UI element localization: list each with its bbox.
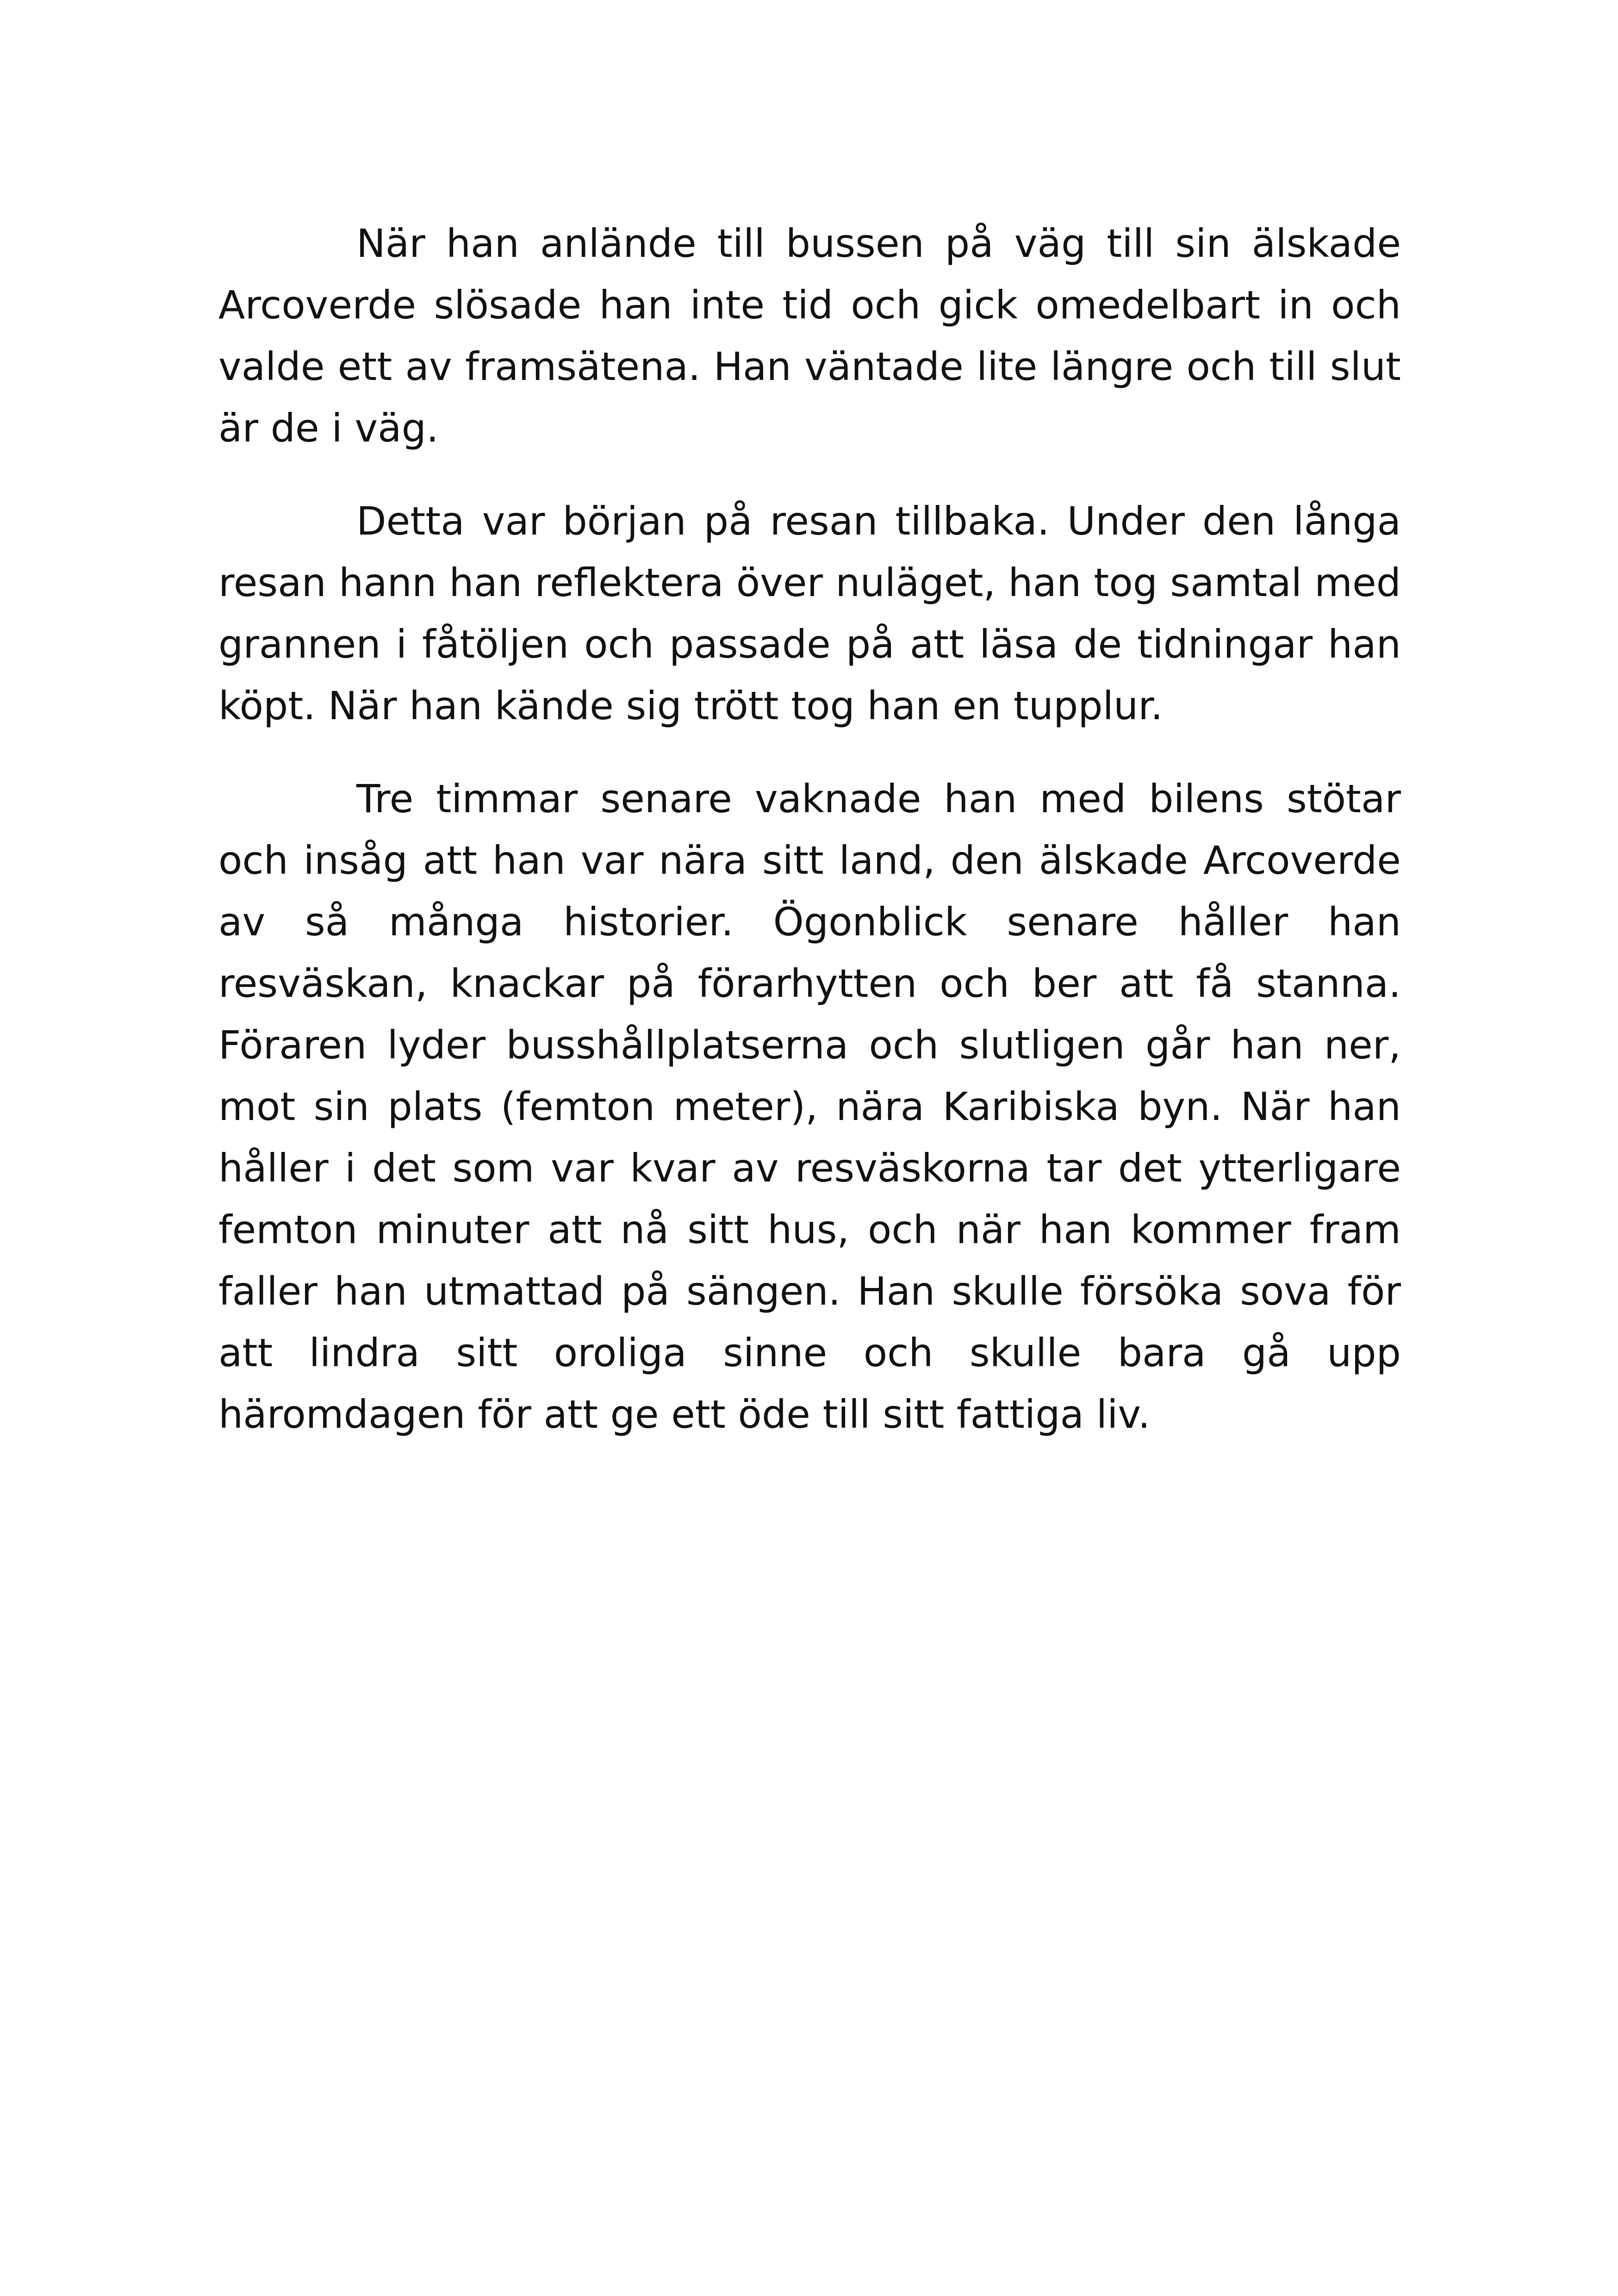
paragraph-2: Detta var början på resan tillbaka. Under den långa resan hann han reflektera över nuläget, han tog samtal med grannen i fåtöljen och passade på att läsa de tidningar han köpt. När han kände sig trött tog han en tupplur. xyxy=(218,498,1401,728)
paragraph-3: Tre timmar senare vaknade han med bilens stötar och insåg att han var nära sitt land, den älskade Arcoverde av så många historier. Ögonblick senare håller han resväskan, knackar på förarhytten och ber att få stanna. Föraren lyder busshållplatserna och slutligen går han ner, mot sin plats (femton meter), nära Karibiska byn. När han håller i det som var kvar av resväskorna tar det ytterligare femton minuter att nå sitt hus, och när han kommer fram faller han utmattad på sängen. Han skulle försöka sova för att lindra sitt oroliga sinne och skulle bara gå upp häromdagen för att ge ett öde till sitt fattiga liv. xyxy=(218,776,1401,1437)
paragraph-1: När han anlände till bussen på väg till sin älskade Arcoverde slösade han inte tid och gick omedelbart in och valde ett av framsätena. Han väntade lite längre och till slut är de i väg. xyxy=(218,221,1401,451)
body-text xyxy=(218,213,1401,1477)
